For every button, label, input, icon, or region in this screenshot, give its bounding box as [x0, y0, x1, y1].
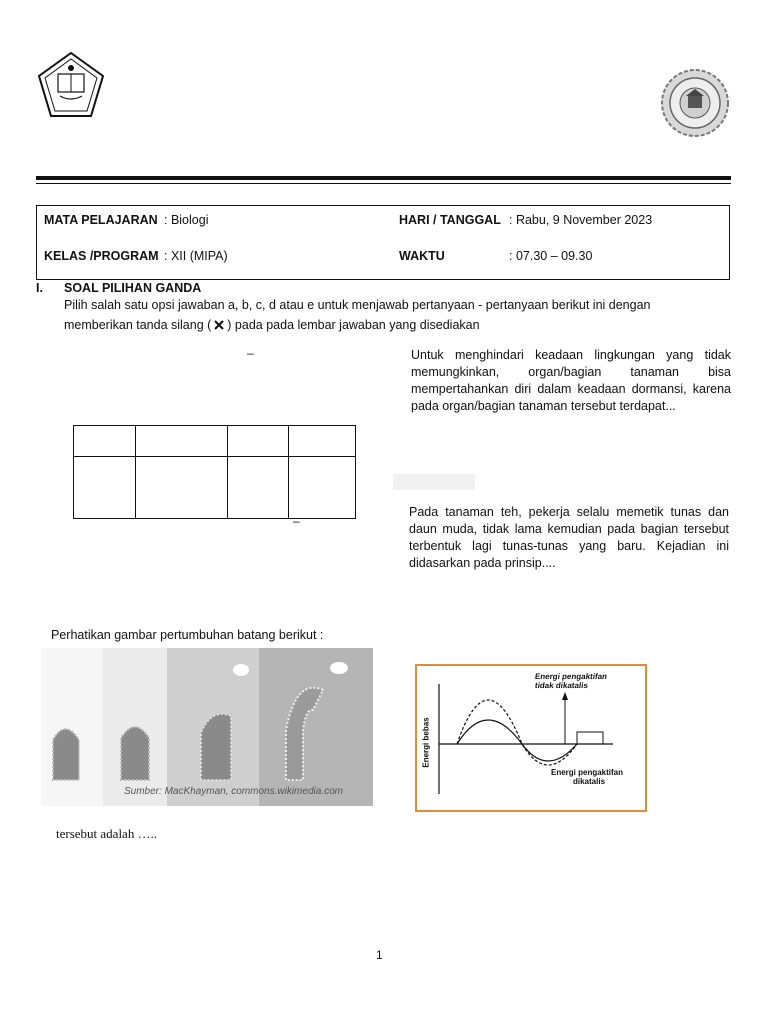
graph-label-bottom: Energi pengaktifan — [551, 768, 624, 777]
table-cell — [74, 426, 136, 457]
graph-label-top: Energi pengaktifan — [534, 672, 608, 681]
faded-block — [393, 474, 475, 490]
subject-label: MATA PELAJARAN — [44, 213, 158, 227]
instruction-line-2 — [64, 316, 724, 334]
stem-growth-image — [41, 648, 373, 806]
header-rule-thin — [36, 183, 731, 184]
university-seal — [660, 68, 730, 138]
day-date-label: HARI / TANGGAL — [399, 213, 501, 227]
graph-label-top-2: tidak dikatalis — [534, 681, 589, 690]
page-number: 1 — [376, 948, 383, 962]
class-label: KELAS /PROGRAM — [44, 249, 159, 263]
table-cell — [135, 426, 228, 457]
question-dormancy: Untuk menghindari keadaan lingkungan yang tidak memungkinkan, organ/bagian tanaman bisa mempertahankan diri dalam keadaan dormansi, karena pada organ/bagian tanaman tersebut terdapat... — [411, 348, 731, 413]
class-value: : XII (MIPA) — [164, 249, 228, 263]
cross-mark-icon — [213, 318, 225, 330]
time-value: : 07.30 – 09.30 — [509, 249, 593, 263]
empty-table — [73, 425, 356, 519]
school-logo — [36, 50, 106, 120]
subject-value: : Biologi — [164, 213, 209, 227]
graph-label-bottom-2: dikatalis — [573, 777, 606, 786]
table-cell — [289, 457, 356, 519]
instruction-line-2-end: ) pada pada lembar jawaban yang disediakan — [227, 318, 480, 332]
table-cell — [228, 457, 289, 519]
instruction-line-2-start: memberikan tanda silang ( — [64, 318, 212, 332]
day-date-value: : Rabu, 9 November 2023 — [509, 213, 653, 227]
question-stem-prompt: Perhatikan gambar pertumbuhan batang berikut : — [51, 628, 324, 642]
question-stem-tail: tersebut adalah ….. — [56, 826, 158, 841]
dash-mark-2: – — [293, 514, 300, 528]
dash-mark-1: – — [247, 346, 254, 360]
section-title: SOAL PILIHAN GANDA — [64, 281, 202, 295]
table-cell — [289, 426, 356, 457]
question-tea: Pada tanaman teh, pekerja selalu memetik tunas dan daun muda, tidak lama kemudian pada bagian tersebut terbentuk lagi tunas-tunas yang baru. Kejadian ini didasarkan pada prinsip.... — [409, 505, 729, 570]
table-cell — [135, 457, 228, 519]
stem-image-caption: Sumber: MacKhayman, commons.wikimedia.com — [124, 786, 343, 797]
time-label: WAKTU — [399, 249, 445, 263]
graph-axis-label: Energi bebas — [421, 717, 431, 768]
section-number: I. — [36, 281, 43, 295]
table-cell — [74, 457, 136, 519]
header-rule-thick — [36, 176, 731, 180]
table-cell — [228, 426, 289, 457]
instruction-line-1: Pilih salah satu opsi jawaban a, b, c, d atau e untuk menjawab pertanyaan - pertanyaan berikut ini dengan — [64, 298, 651, 312]
activation-energy-graph — [415, 664, 647, 812]
